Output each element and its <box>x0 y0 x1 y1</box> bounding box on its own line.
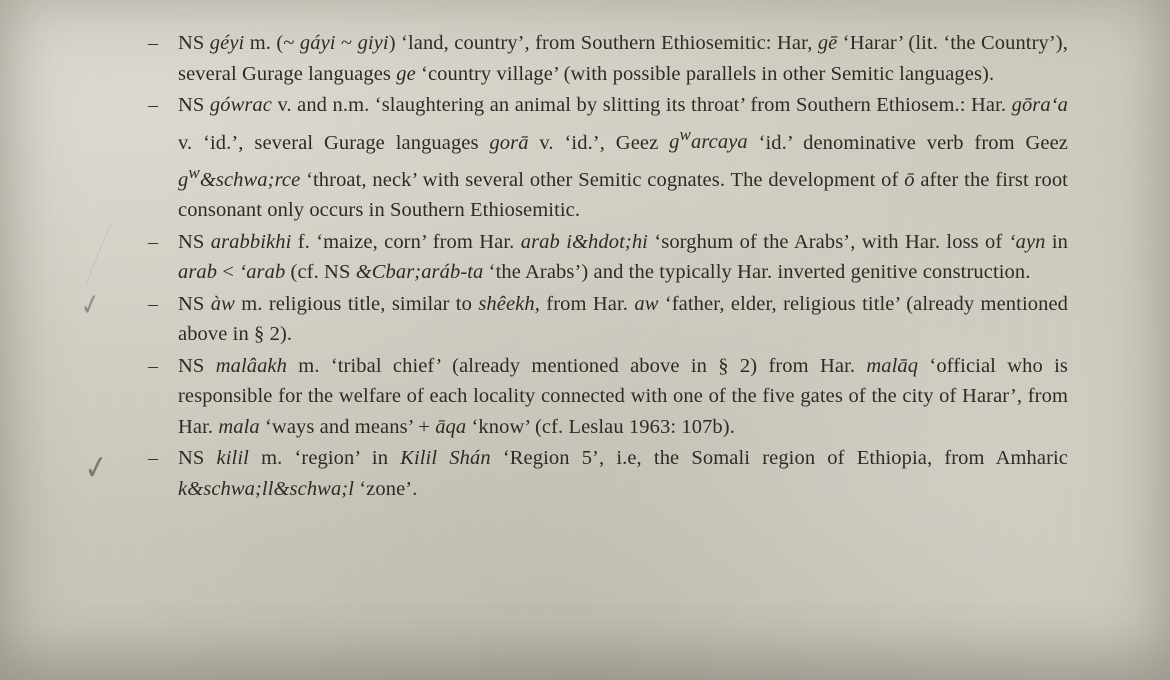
list-bullet: – <box>148 292 158 315</box>
entry-text: NS géyi m. (~ gáyi ~ giyi) ‘land, country’, from Southern Ethiosemitic: Har, gē ‘Harar’ (lit. ‘the Country’), several Gurage languages ge ‘country village’ (with possible parallels in other Semitic languages). <box>178 32 1068 85</box>
entry-text: NS kilil m. ‘region’ in Kilil Shán ‘Region 5’, i.e, the Somali region of Ethiopia, from Amharic k&schwa;ll&schwa;l ‘zone’. <box>178 447 1068 500</box>
list-bullet: – <box>148 354 158 377</box>
entry-text: NS arabbikhi f. ‘maize, corn’ from Har. arab i&hdot;hi ‘sorghum of the Arabs’, with Har. loss of ‘ayn in arab < ‘arab (cf. NS &Cbar;aráb-ta ‘the Arabs’) and the typically Har. inverted genitive construction. <box>178 230 1068 284</box>
entry-text: NS àw m. religious title, similar to shêekh, from Har. aw ‘father, elder, religious title’ (already mentioned above in § 2). <box>178 292 1068 346</box>
list-item <box>148 28 1068 89</box>
list-bullet: – <box>148 94 158 116</box>
list-item <box>148 90 1068 226</box>
list-item <box>148 443 1068 504</box>
margin-check-mark-2: ✓ <box>82 448 111 489</box>
body-text-column <box>148 28 1068 505</box>
list-bullet: – <box>148 32 158 54</box>
list-bullet: – <box>148 447 158 470</box>
list-bullet: – <box>148 230 158 253</box>
entry-text: NS malâakh m. ‘tribal chief’ (already mentioned above in § 2) from Har. malāq ‘official who is responsible for the welfare of each locality connected with one of the five gates of the city of Harar’, from Har. mala ‘ways and means’ + āqa ‘know’ (cf. Leslau 1963: 107b). <box>178 354 1068 438</box>
margin-check-mark-1: ✓ <box>78 287 103 324</box>
list-item <box>148 227 1068 288</box>
entry-text: NS gówrac v. and n.m. ‘slaughtering an animal by slitting its throat’ from Southern Ethiosem.: Har. gōra‘a v. ‘id.’, several Gurage languages gorā v. ‘id.’, Geez $g^warcaya$ ‘id.’ denominative verb from Geez $g^w\&schwa;rce$ ‘throat, neck’ with several other Semitic cognates. The development of ō after the first root consonant only occurs in Southern Ethiosemitic. <box>178 94 1068 222</box>
list-item <box>148 289 1068 350</box>
list-item <box>148 351 1068 443</box>
